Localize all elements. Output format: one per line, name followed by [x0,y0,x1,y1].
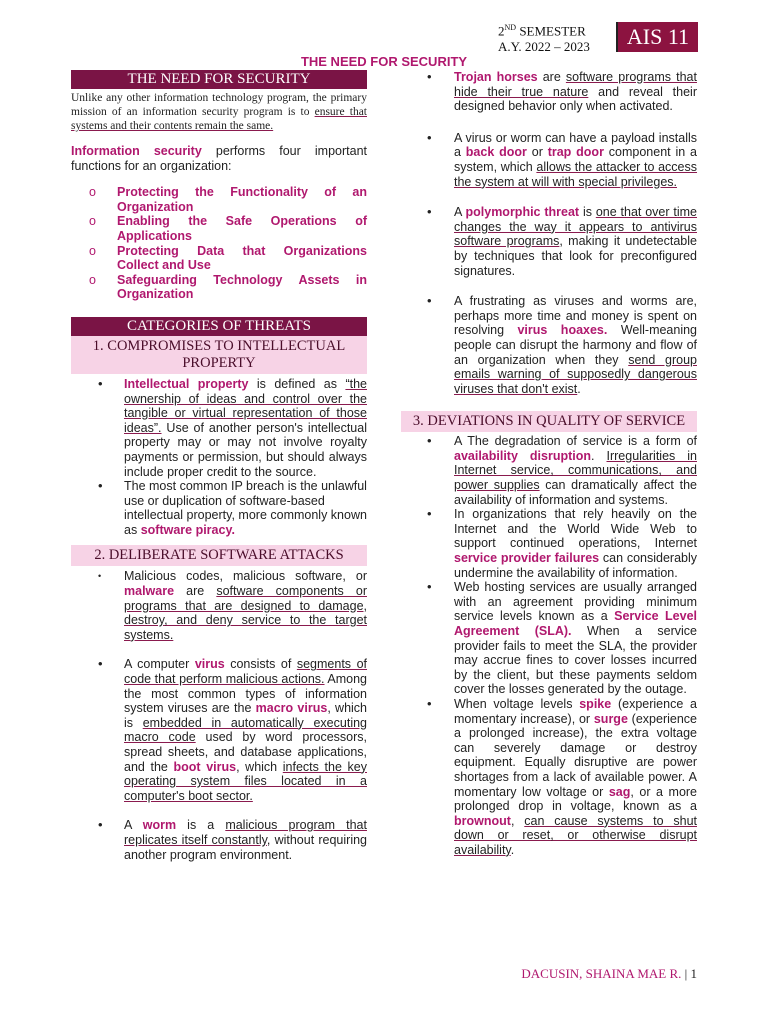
term-surge: surge [593,711,628,726]
term-macro-virus: macro virus [255,701,328,716]
circle-bullet-icon: o [89,243,96,258]
academic-year: A.Y. 2022 – 2023 [498,39,590,55]
text: consists of [224,657,297,672]
list-item [71,479,367,537]
list-item [71,244,367,273]
semester-suffix: ND [504,23,517,32]
document-title: THE NEED FOR SECURITY [300,54,468,69]
circle-bullet-icon: o [89,185,96,200]
text: The most common IP breach is the unlawful use or duplication of software-based intellectual property, more commonly known as [124,479,367,537]
brownout-definition: can cause systems to shut down or reset, or otherwise disrupt availability [454,813,697,857]
term-virus: virus [194,657,225,672]
text: Well-meaning people can disrupt the harmony and flow of an organization when they [454,323,698,367]
term-software-piracy: software piracy. [140,522,235,537]
text: When a service provider fails to meet the SLA, the provider may accrue fines to cover losses incurred by the client, but these payments seldom cover the losses generated by the outage. [454,624,697,697]
irregularities-definition: Irregularities in Internet service, communications, and power supplies [454,448,697,493]
text: and reveal their designed behavior only when activated. [454,84,697,114]
circle-bullet-icon: o [89,214,96,229]
text: . [591,448,607,463]
text: used by word processors, spread sheets, and database applications, and the [124,730,367,774]
course-code-badge: AIS 11 [616,22,698,52]
term-polymorphic-threat: polymorphic threat [465,205,580,220]
attacks-list [71,569,367,862]
virus-definition: segments of code that perform malicious actions. [124,657,368,687]
term-brownout: brownout [454,813,511,828]
list-item [401,697,697,858]
list-item [71,273,367,302]
right-column [401,70,697,858]
list-item [401,507,697,580]
text: A virus or worm can have a payload installs a [454,130,697,160]
term-worm: worm [142,818,177,833]
text: are [537,70,566,84]
ip-list [71,377,367,538]
bullet-icon: • [427,433,432,449]
polymorphic-definition: one that over time changes the way it appears to antivirus software programs [454,205,697,249]
text: is a [176,818,226,833]
subsection-heading-ip: 1. COMPROMISES TO INTELLECTUAL PROPERTY [71,336,367,374]
text: A [124,818,143,833]
intro-text: Unlike any other information technology program, the primary mission of an information security program is to [71,92,367,118]
function-text: Safeguarding Technology Assets in Organization [117,272,367,302]
bullet-icon: • [427,293,432,309]
text: , without requiring another program environment. [124,832,367,862]
text: is [579,205,596,220]
term-virus-hoaxes: virus hoaxes. [517,323,608,338]
bullet-icon: • [427,695,432,711]
semester-line [498,20,590,39]
function-text: Protecting Data that Organizations Collect and Use [117,243,367,273]
author-name: DACUSIN, SHAINA MAE R. [521,966,682,981]
list-item [71,214,367,243]
bullet-icon: • [98,817,103,833]
functions-list [71,185,367,302]
term-trojan-horses: Trojan horses [454,70,538,84]
bullet-icon: • [427,204,432,220]
intro-paragraph [71,91,367,133]
section-heading-categories: CATEGORIES OF THREATS [71,317,367,336]
text: , [510,813,525,828]
text: can dramatically affect the availability of information and systems. [454,478,697,507]
left-column [71,70,367,862]
trojan-definition: software programs that hide their true nature [454,70,697,99]
list-item [401,205,697,278]
text: Use of another person's intellectual property may or may not involve royalty payments or permission, but should always include proper credit to the source. [124,420,367,479]
term-availability-disruption: availability disruption [454,448,592,463]
term-boot-virus: boot virus [173,759,237,774]
text: Malicious codes, malicious software, or [124,569,367,584]
text: , or a more prolonged drop in voltage, known as a [454,784,698,814]
page-number: 1 [690,966,697,981]
term-service-provider-failures: service provider failures [454,551,600,566]
bullet-icon: • [427,129,432,145]
malware-definition: software components or programs that are designed to damage, destroy, and deny service to the target systems. [124,584,367,642]
text: or [526,145,548,160]
bullet-icon: • [98,656,103,672]
ip-definition: “the ownership of ideas and control over the tangible or virtual representation of those ideas”. [124,376,367,435]
text: is defined as [248,376,346,391]
text: A frustrating as viruses and worms are, perhaps more time and money is spent on resolving [454,294,697,338]
text: . [510,842,515,857]
text: A [454,205,466,220]
info-security-text: performs four important functions for an organization: [71,144,367,173]
bullet-icon: • [98,571,102,582]
text: , making it undetectable by techniques that look for preconfigured signatures. [454,234,697,278]
list-item [401,70,697,114]
semester-number: 2 [498,23,505,39]
text: (experience a prolonged increase), the extra voltage can severely damage or destroy equipment. Equally disruptive are power shortages from a lack of available power. A momentary low voltage or [454,711,697,799]
term-trap-door: trap door [547,145,604,160]
subsection-heading-quality-of-service: 3. DEVIATIONS IN QUALITY OF SERVICE [401,411,697,432]
function-text: Protecting the Functionality of an Organization [117,185,367,214]
intro-underlined: ensure that systems and their contents remain the same. [71,106,367,132]
section-heading-need-for-security: THE NEED FOR SECURITY [71,70,367,89]
text: In organizations that rely heavily on the Internet and the World Wide Web to support continued operations, Internet [454,507,697,551]
boot-definition: infects the key operating system files located in a computer's boot sector. [124,759,367,803]
list-item [401,434,697,507]
text: component in a system, which [454,145,697,174]
text: , which [236,759,283,774]
text: Among the most common types of information system viruses are the [124,672,368,716]
list-item [401,294,697,396]
list-item [71,569,367,642]
bullet-icon: • [98,478,103,494]
backdoor-definition: allows the attacker to access the system at will with special privileges. [454,159,698,189]
circle-bullet-icon: o [89,272,96,287]
term-information-security: Information security [71,144,202,158]
text: can considerably undermine the availability of information. [454,551,697,580]
bullet-icon: • [427,69,432,84]
text: (experience a momentary increase), or [454,696,698,726]
term-sla: Service Level Agreement (SLA). [454,609,698,638]
list-item [401,580,697,697]
macro-definition: embedded in automatically executing macro code [124,715,367,745]
page-footer [0,966,697,982]
qos-list [401,434,697,857]
semester-info [498,20,590,55]
text: are [174,584,217,599]
text: Web hosting services are usually arranged with an agreement providing minimum service levels known as a [454,580,697,624]
text: A The degradation of service is a form of [454,434,697,449]
term-malware: malware [124,584,175,599]
term-back-door: back door [465,145,527,160]
list-item [71,818,367,862]
bullet-icon: • [427,506,432,522]
bullet-icon: • [98,375,103,391]
list-item [71,657,367,803]
term-sag: sag [608,784,631,799]
bullet-icon: • [427,579,432,595]
list-item [71,185,367,214]
info-security-paragraph [71,144,367,173]
term-spike: spike [579,696,612,711]
threats-list [401,70,697,396]
subsection-heading-software-attacks: 2. DELIBERATE SOFTWARE ATTACKS [71,545,367,566]
text: A computer [124,657,195,672]
semester-label: SEMESTER [519,23,586,39]
worm-definition: malicious program that replicates itself constantly [124,818,367,847]
list-item [401,131,697,189]
footer-separator: | [681,966,691,981]
text: When voltage levels [454,696,580,711]
term-intellectual-property: Intellectual property [124,376,249,391]
hoax-definition: send group emails warning of supposedly dangerous viruses that don't exist [454,352,697,396]
text: , which is [124,701,368,730]
list-item [71,377,367,479]
function-text: Enabling the Safe Operations of Applications [117,214,367,243]
text: . [577,381,581,396]
